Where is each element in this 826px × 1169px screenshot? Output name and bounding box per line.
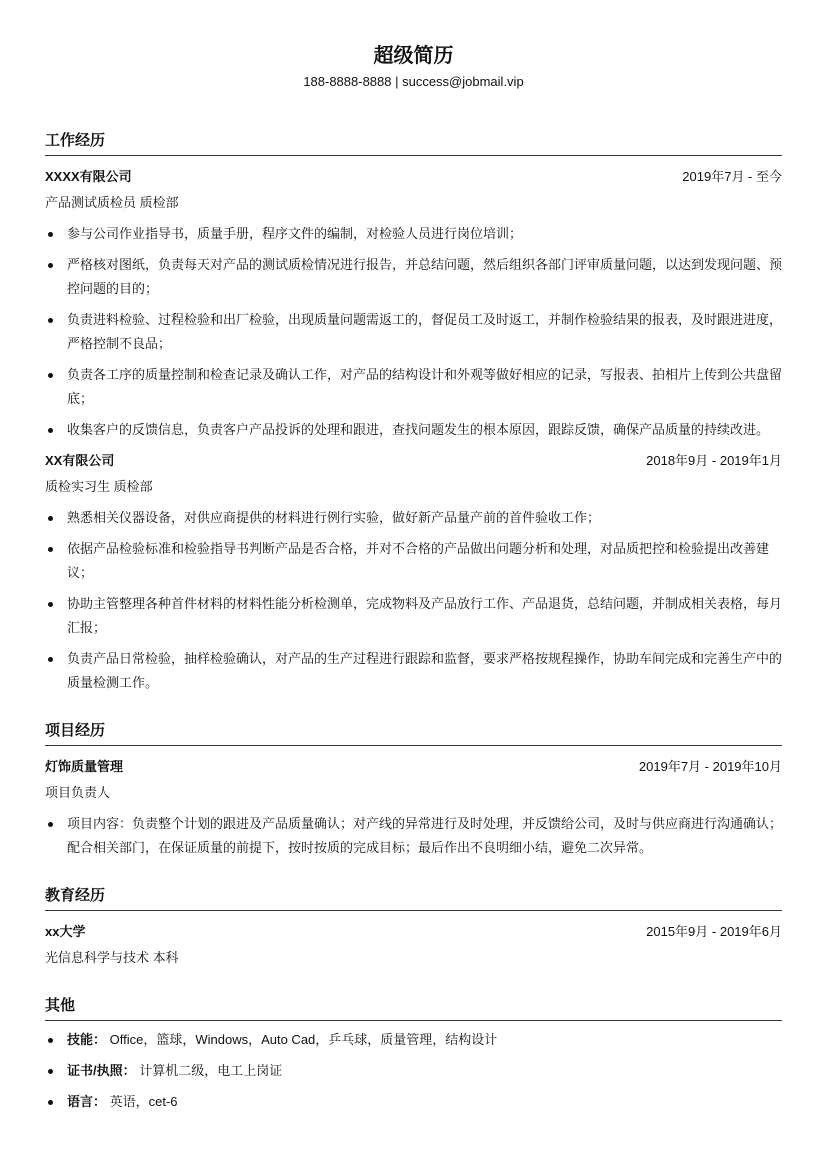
list-item: 熟悉相关仪器设备，对供应商提供的材料进行例行实验，做好新产品量产前的首件验收工作； (45, 506, 782, 530)
language-item: 语言： 英语，cet-6 (45, 1090, 782, 1114)
section-title: 工作经历 (45, 129, 782, 156)
company-name: XXXX有限公司 (45, 169, 132, 184)
list-item: 收集客户的反馈信息，负责客户产品投诉的处理和跟进，查找问题发生的根本原因，跟踪反馈，确保产品质量的持续改进。 (45, 418, 782, 442)
section-title: 教育经历 (45, 884, 782, 911)
list-item: 参与公司作业指导书，质量手册，程序文件的编制，对检验人员进行岗位培训； (45, 222, 782, 246)
list-item: 依据产品检验标准和检验指导书判断产品是否合格，并对不合格的产品做出问题分析和处理，对品质把控和检验提出改善建议； (45, 537, 782, 585)
list-item: 负责产品日常检验，抽样检验确认，对产品的生产过程进行跟踪和监督，要求严格按规程操作，协助车间完成和完善生产中的质量检测工作。 (45, 647, 782, 695)
education-section (45, 884, 782, 970)
education-date: 2015年9月 - 2019年6月 (646, 924, 782, 939)
school-name: xx大学 (45, 924, 86, 939)
other-section (45, 994, 782, 1114)
section-title: 其他 (45, 994, 782, 1021)
project-date: 2019年7月 - 2019年10月 (638, 759, 782, 774)
certificates-item: 证书/执照： 计算机二级，电工上岗证 (45, 1059, 782, 1083)
job-entry (45, 449, 782, 695)
job-date: 2019年7月 - 至今 (682, 169, 782, 184)
project-section (45, 719, 782, 860)
job-date: 2018年9月 - 2019年1月 (646, 453, 782, 468)
job-role: 产品测试质检员 质检部 (45, 195, 179, 210)
work-section (45, 129, 782, 695)
list-item: 负责进料检验、过程检验和出厂检验，出现质量问题需返工的，督促员工及时返工，并制作检验结果的报表，及时跟进进度，严格控制不良品； (45, 308, 782, 356)
job-role: 质检实习生 质检部 (45, 479, 153, 494)
project-name: 灯饰质量管理 (45, 759, 124, 774)
company-name: XX有限公司 (45, 453, 115, 468)
major: 光信息科学与技术 本科 (45, 950, 179, 965)
contact-info: 188-8888-8888 | success@jobmail.vip (303, 74, 524, 89)
section-title: 项目经历 (45, 719, 782, 746)
skills-item: 技能： Office，篮球，Windows，Auto Cad，乒乓球，质量管理，结构设计 (45, 1028, 782, 1052)
list-item: 项目内容：负责整个计划的跟进及产品质量确认；对产线的异常进行及时处理，并反馈给公司，及时与供应商进行沟通确认；配合相关部门，在保证质量的前提下，按时按质的完成目标；最后作出不良明细小结，避免二次异常。 (45, 812, 782, 860)
list-item: 严格核对图纸，负责每天对产品的测试质检情况进行报告，并总结问题，然后组织各部门评审质量问题，以达到发现问题、预控问题的目的； (45, 253, 782, 301)
project-role: 项目负责人 (45, 785, 111, 800)
job-entry (45, 165, 782, 442)
resume-name: 超级简历 (373, 45, 454, 67)
list-item: 负责各工序的质量控制和检查记录及确认工作，对产品的结构设计和外观等做好相应的记录，写报表、拍相片上传到公共盘留底； (45, 363, 782, 411)
list-item: 协助主管整理各种首件材料的材料性能分析检测单，完成物料及产品放行工作、产品退货，总结问题，并制成相关表格，每月汇报； (45, 592, 782, 640)
